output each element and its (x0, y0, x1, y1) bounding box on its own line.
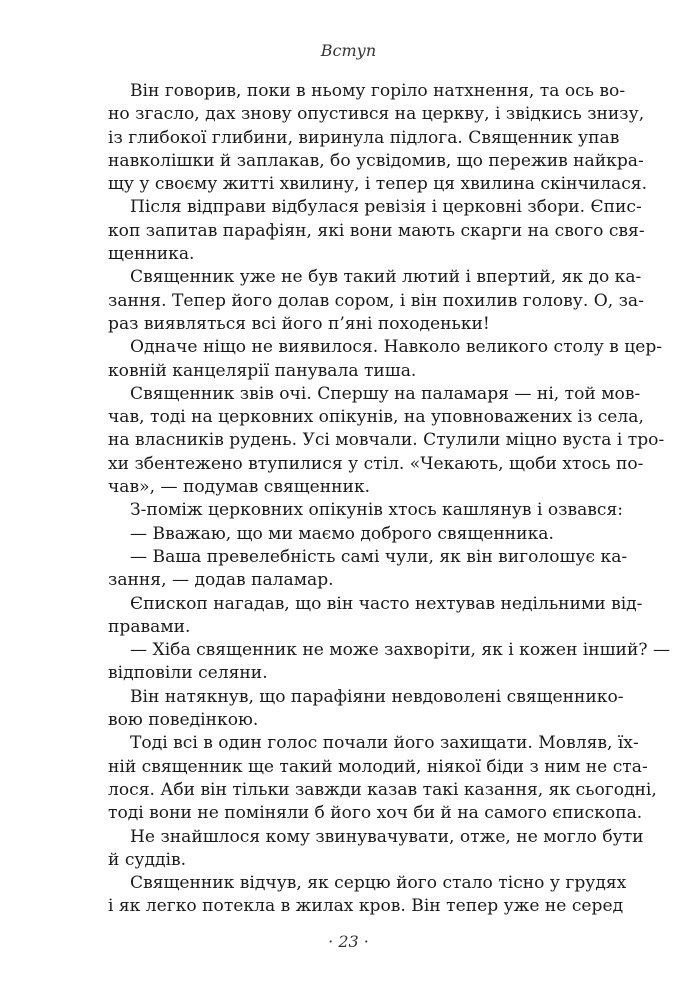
page-number: · 23 · (328, 932, 369, 951)
text-line: вою поведінкою. (108, 710, 259, 731)
text-line: Священник звів очі. Спершу на паламаря — ні, той мов- (130, 383, 641, 404)
text-line: — Вважаю, що ми маємо доброго священника. (130, 523, 554, 544)
text-line: — Ваша превелебність самі чули, як він виголошує ка- (130, 546, 628, 567)
text-line: навколішки й заплакав, бо усвідомив, що пережив найкра- (108, 150, 644, 171)
text-line: на власників рудень. Усі мовчали. Стулили міцно вуста і тро- (108, 430, 665, 451)
text-line: Після відправи відбулася ревізія і церковні збори. Єпис- (130, 197, 642, 218)
text-line: зання. Тепер його долав сором, і він похилив голову. О, за- (108, 290, 644, 311)
text-line: раз виявляться всі його п’яні походеньки! (108, 313, 490, 334)
text-line: й суддів. (108, 849, 187, 870)
text-line: Він натякнув, що парафіяни невдоволені священнико- (130, 686, 624, 707)
text-line: Священник відчув, як серцю його стало тісно у грудях (130, 873, 627, 894)
text-line: правами. (108, 616, 191, 637)
running-head: Вступ (320, 41, 377, 60)
text-line: З-поміж церковних опікунів хтось кашлянув і озвався: (130, 500, 624, 521)
text-line: відповіли селяни. (108, 663, 268, 684)
text-line: Священник уже не був такий лютий і впертий, як до ка- (130, 267, 642, 288)
text-line: Одначе ніщо не виявилося. Навколо великого столу в цер- (130, 337, 663, 358)
text-line: Він говорив, поки в ньому горіло натхнення, та ось во- (130, 81, 626, 101)
text-line: лося. Аби він тільки завжди казав такі казання, як сьогодні, (108, 779, 657, 800)
text-line: щу у своєму житті хвилину, і тепер ця хвилина скінчилася. (108, 174, 648, 195)
text-line: хи збентежено втупилися у стіл. «Чекають, щоби хтось по- (108, 453, 644, 474)
text-line: чав», — подумав священник. (108, 477, 371, 498)
text-line: із глибокої глибини, виринула підлога. Священник упав (108, 127, 620, 148)
text-line: но згасло, дах знову опустився на церкву, і звідкись знизу, (108, 104, 645, 125)
text-line: чав, тоді на церковних опікунів, на уповноважених із села, (108, 407, 644, 428)
text-line: Єпископ нагадав, що він часто нехтував недільними від- (130, 593, 643, 614)
text-line: Не знайшлося кому звинувачувати, отже, не могло бути (130, 826, 644, 847)
text-line: ній священник ще такий молодий, ніякої біди з ним не ста- (108, 756, 648, 777)
text-line: і як легко потекла в жилах кров. Він тепер уже не серед (108, 896, 624, 917)
text-line: Тоді всі в один голос почали його захищати. Мовляв, їх- (130, 733, 639, 754)
text-line: тоді вони не поміняли б його хоч би й на самого єпископа. (108, 803, 643, 824)
body-text (108, 80, 671, 919)
text-line: ковній канцелярії панувала тиша. (108, 360, 417, 381)
text-line: щенника. (108, 244, 195, 265)
text-line: зання, — додав паламар. (108, 570, 334, 591)
text-line: — Хіба священник не може захворіти, як і кожен інший? — (130, 640, 671, 661)
text-line: коп запитав парафіян, які вони мають скарги на свого свя- (108, 220, 645, 241)
